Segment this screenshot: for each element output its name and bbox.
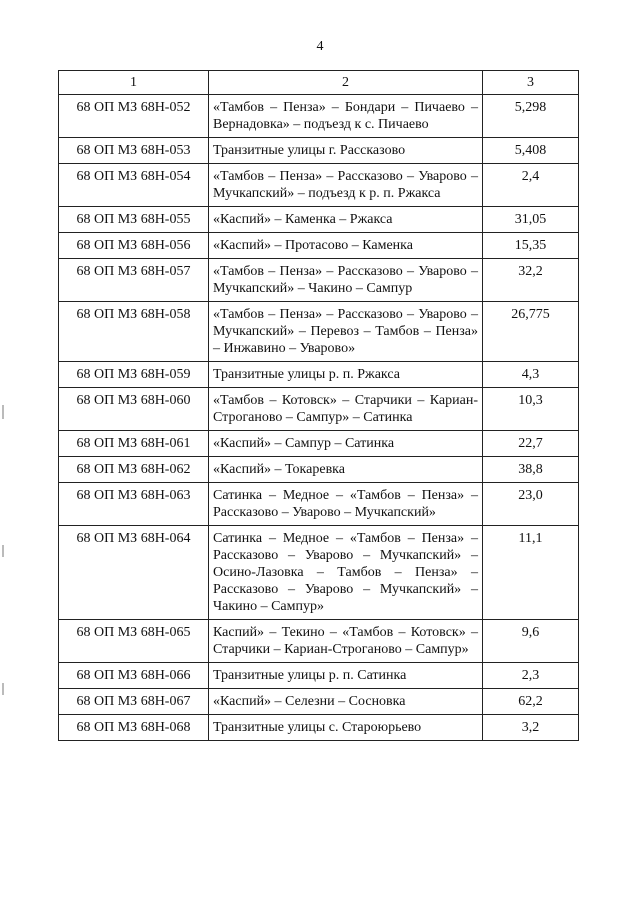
road-length: 26,775	[483, 302, 579, 362]
road-length: 62,2	[483, 689, 579, 715]
column-header-3: 3	[483, 71, 579, 95]
road-code: 68 ОП МЗ 68Н-052	[59, 95, 209, 138]
table-row	[59, 164, 579, 207]
road-length: 22,7	[483, 431, 579, 457]
road-route: Транзитные улицы р. п. Сатинка	[209, 663, 483, 689]
table-row	[59, 138, 579, 164]
table-header-row	[59, 71, 579, 95]
road-code: 68 ОП МЗ 68Н-055	[59, 207, 209, 233]
table-row	[59, 362, 579, 388]
road-code: 68 ОП МЗ 68Н-057	[59, 259, 209, 302]
road-code: 68 ОП МЗ 68Н-061	[59, 431, 209, 457]
road-route: «Тамбов – Котовск» – Старчики – Кариан-Строганово – Сампур» – Сатинка	[209, 388, 483, 431]
road-length: 32,2	[483, 259, 579, 302]
table-row	[59, 233, 579, 259]
road-route: «Тамбов – Пенза» – Бондари – Пичаево – Вернадовка» – подъезд к с. Пичаево	[209, 95, 483, 138]
table-row	[59, 302, 579, 362]
table-row	[59, 95, 579, 138]
road-route: Транзитные улицы г. Рассказово	[209, 138, 483, 164]
road-route: Транзитные улицы с. Староюрьево	[209, 715, 483, 741]
road-length: 9,6	[483, 620, 579, 663]
road-length: 5,408	[483, 138, 579, 164]
road-route: «Каспий» – Селезни – Сосновка	[209, 689, 483, 715]
table-row	[59, 483, 579, 526]
road-code: 68 ОП МЗ 68Н-063	[59, 483, 209, 526]
road-code: 68 ОП МЗ 68Н-060	[59, 388, 209, 431]
column-header-2: 2	[209, 71, 483, 95]
road-route: Каспий» – Текино – «Тамбов – Котовск» – Старчики – Кариан-Строганово – Сампур»	[209, 620, 483, 663]
road-route: «Тамбов – Пенза» – Рассказово – Уварово – Мучкапский» – Чакино – Сампур	[209, 259, 483, 302]
table-row	[59, 207, 579, 233]
road-length: 23,0	[483, 483, 579, 526]
road-code: 68 ОП МЗ 68Н-066	[59, 663, 209, 689]
road-length: 31,05	[483, 207, 579, 233]
road-code: 68 ОП МЗ 68Н-056	[59, 233, 209, 259]
road-code: 68 ОП МЗ 68Н-064	[59, 526, 209, 620]
table-row	[59, 431, 579, 457]
road-length: 15,35	[483, 233, 579, 259]
table-row	[59, 715, 579, 741]
road-length: 2,4	[483, 164, 579, 207]
road-code: 68 ОП МЗ 68Н-053	[59, 138, 209, 164]
road-route: «Каспий» – Сампур – Сатинка	[209, 431, 483, 457]
road-code: 68 ОП МЗ 68Н-062	[59, 457, 209, 483]
road-length: 2,3	[483, 663, 579, 689]
table-row	[59, 663, 579, 689]
scan-edge-mark	[2, 405, 4, 419]
scan-edge-mark	[2, 683, 4, 695]
road-code: 68 ОП МЗ 68Н-054	[59, 164, 209, 207]
road-route: «Каспий» – Протасово – Каменка	[209, 233, 483, 259]
road-route: «Тамбов – Пенза» – Рассказово – Уварово – Мучкапский» – подъезд к р. п. Ржакса	[209, 164, 483, 207]
table-row	[59, 689, 579, 715]
road-length: 38,8	[483, 457, 579, 483]
road-code: 68 ОП МЗ 68Н-059	[59, 362, 209, 388]
table-row	[59, 457, 579, 483]
road-route: «Каспий» – Каменка – Ржакса	[209, 207, 483, 233]
road-length: 4,3	[483, 362, 579, 388]
road-route: «Тамбов – Пенза» – Рассказово – Уварово – Мучкапский» – Перевоз – Тамбов – Пенза» – Инжавино – Уварово»	[209, 302, 483, 362]
table-row	[59, 259, 579, 302]
table-row	[59, 388, 579, 431]
road-code: 68 ОП МЗ 68Н-058	[59, 302, 209, 362]
road-route: Транзитные улицы р. п. Ржакса	[209, 362, 483, 388]
road-route: Сатинка – Медное – «Тамбов – Пенза» – Рассказово – Уварово – Мучкапский» – Осино-Лазовка – Тамбов – Пенза» – Рассказово – Уварово – Мучкапский» – Чакино – Сампур»	[209, 526, 483, 620]
road-code: 68 ОП МЗ 68Н-067	[59, 689, 209, 715]
column-header-1: 1	[59, 71, 209, 95]
road-length: 11,1	[483, 526, 579, 620]
road-code: 68 ОП МЗ 68Н-068	[59, 715, 209, 741]
table-row	[59, 620, 579, 663]
scan-edge-mark	[2, 545, 4, 557]
road-length: 10,3	[483, 388, 579, 431]
roads-table	[58, 70, 579, 741]
road-length: 5,298	[483, 95, 579, 138]
page-number: 4	[316, 39, 324, 54]
road-route: «Каспий» – Токаревка	[209, 457, 483, 483]
table-row	[59, 526, 579, 620]
road-length: 3,2	[483, 715, 579, 741]
road-code: 68 ОП МЗ 68Н-065	[59, 620, 209, 663]
road-route: Сатинка – Медное – «Тамбов – Пенза» – Рассказово – Уварово – Мучкапский»	[209, 483, 483, 526]
